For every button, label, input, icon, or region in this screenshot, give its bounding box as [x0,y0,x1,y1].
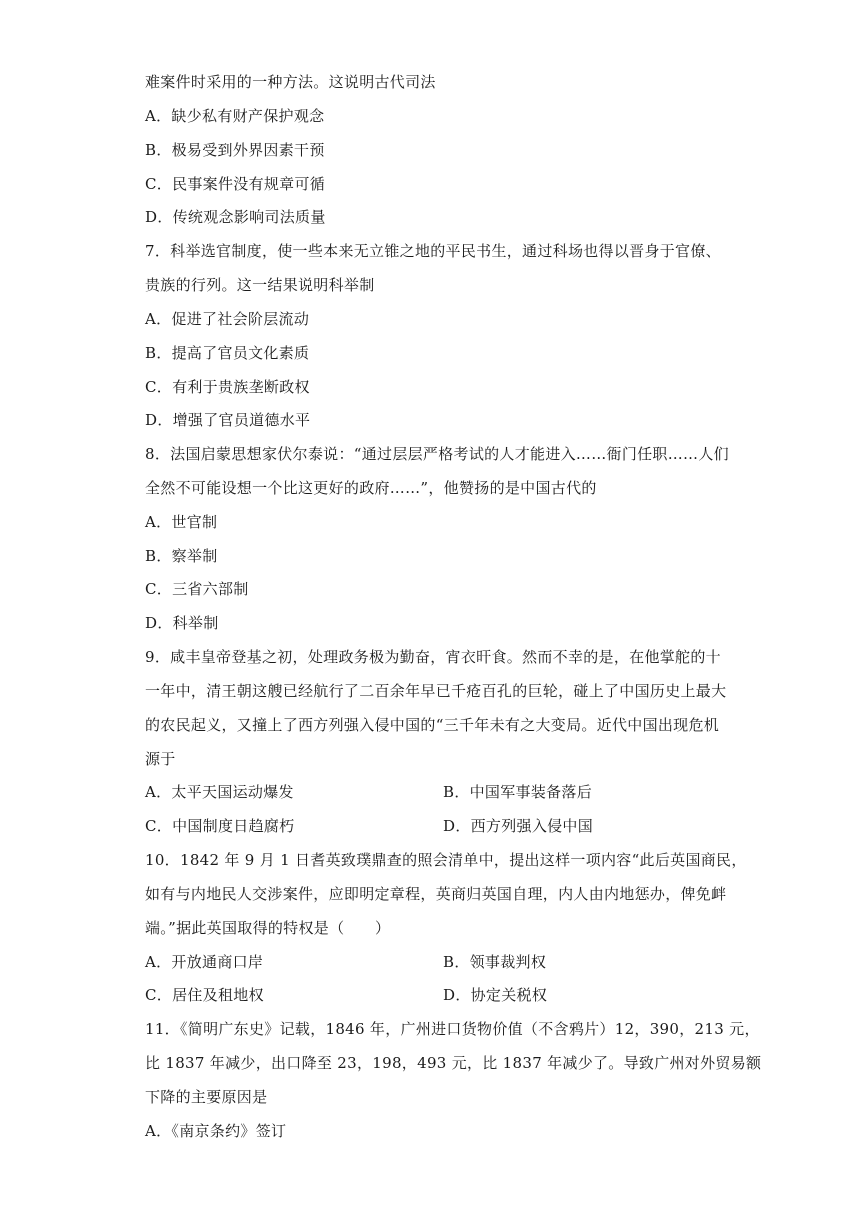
q10-stem-line: 10．1842 年 9 月 1 日耆英致璞鼎查的照会清单中，提出这样一项内容“此后英国商民， [145,851,747,869]
q8-option-d: D．科举制 [145,614,219,632]
q8-option-b: B．察举制 [145,547,218,565]
q6-stem-line: 难案件时采用的一种方法。这说明古代司法 [145,73,436,91]
q9-option-a: A．太平天国运动爆发 [145,783,294,801]
q7-option-a: A．促进了社会阶层流动 [145,310,310,328]
q6-option-a: A．缺少私有财产保护观念 [145,107,325,125]
q9-option-b: B．中国军事装备落后 [443,783,593,801]
q6-option-d: D．传统观念影响司法质量 [145,208,326,226]
q10-stem-line: 如有与内地民人交涉案件，应即明定章程，英商归英国自理，内人由内地惩办，俾免衅 [145,885,727,903]
q8-stem-line: 全然不可能设想一个比这更好的政府……”，他赞扬的是中国古代的 [145,479,597,497]
q10-option-c: C．居住及租地权 [145,986,264,1004]
q6-option-c: C．民事案件没有规章可循 [145,175,326,193]
q7-stem-line: 贵族的行列。这一结果说明科举制 [145,276,375,294]
q10-option-a: A．开放通商口岸 [145,953,264,971]
q11-stem-line: 比 1837 年减少，出口降至 23，198，493 元，比 1837 年减少了。导致广州对外贸易额 [145,1054,762,1072]
q9-option-c: C．中国制度日趋腐朽 [145,817,295,835]
q10-option-d: D．协定关税权 [443,986,548,1004]
q7-option-c: C．有利于贵族垄断政权 [145,378,310,396]
q8-stem-line: 8．法国启蒙思想家伏尔泰说：“通过层层严格考试的人才能进入……衙门任职……人们 [145,445,729,463]
q8-option-c: C．三省六部制 [145,580,249,598]
q11-option-a: A．《南京条约》签订 [145,1122,287,1140]
q8-option-a: A．世官制 [145,513,218,531]
q9-stem-line: 源于 [145,750,176,768]
q9-stem-line: 9．咸丰皇帝登基之初，处理政务极为勤奋，宵衣旰食。然而不幸的是，在他掌舵的十 [145,648,721,666]
q7-option-d: D．增强了官员道德水平 [145,411,311,429]
q9-option-d: D．西方列强入侵中国 [443,817,594,835]
q10-stem-line: 端。”据此英国取得的特权是（ ） [145,919,391,937]
q9-stem-line: 的农民起义，又撞上了西方列强入侵中国的“三千年未有之大变局。近代中国出现危机 [145,716,720,734]
q9-stem-line: 一年中，清王朝这艘已经航行了二百余年早已千疮百孔的巨轮，碰上了中国历史上最大 [145,682,727,700]
q7-stem-line: 7．科举选官制度，使一些本来无立锥之地的平民书生，通过科场也得以晋身于官僚、 [145,242,721,260]
q6-option-b: B．极易受到外界因素干预 [145,141,325,159]
q10-option-b: B．领事裁判权 [443,953,547,971]
q11-stem-line: 11．《简明广东史》记载，1846 年，广州进口货物价值（不含鸦片）12，390，213 元， [145,1020,760,1038]
q7-option-b: B．提高了官员文化素质 [145,344,310,362]
q11-stem-line: 下降的主要原因是 [145,1088,268,1106]
